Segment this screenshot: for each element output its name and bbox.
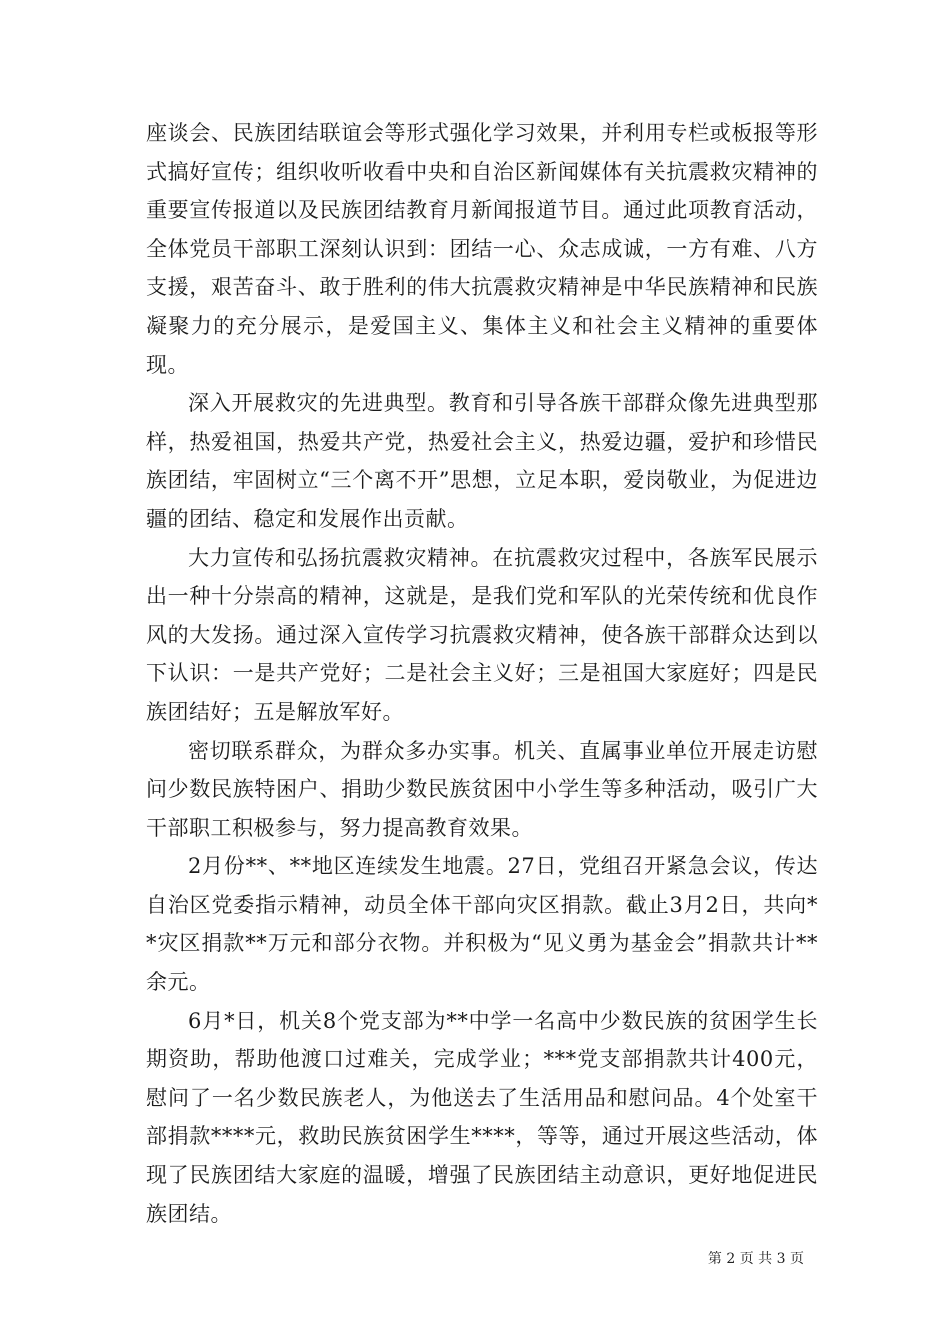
paragraph-6: 6月*日，机关8个党支部为**中学一名高中少数民族的贫困学生长期资助，帮助他渡口过难关，完成学业；***党支部捐款共计400元，慰问了一名少数民族老人，为他送去了生活用品和慰问品。4个处室干部捐款****元，救助民族贫困学生****，等等，通过开展这些活动，体现了民族团结大家庭的温暖，增强了民族团结主动意识，更好地促进民族团结。 bbox=[146, 1008, 818, 1226]
page-number-footer: 第 2 页 共 3 页 bbox=[707, 1251, 804, 1267]
paragraph-3: 大力宣传和弘扬抗震救灾精神。在抗震救灾过程中，各族军民展示出一种十分崇高的精神，这就是，是我们党和军队的光荣传统和优良作风的大发扬。通过深入宣传学习抗震救灾精神，使各族干部群众达到以下认识：一是共产党好；二是社会主义好；三是祖国大家庭好；四是民族团结好；五是解放军好。 bbox=[146, 545, 818, 724]
document-body bbox=[146, 114, 818, 1233]
paragraph-4: 密切联系群众，为群众多办实事。机关、直属事业单位开展走访慰问少数民族特困户、捐助少数民族贫困中小学生等多种活动，吸引广大干部职工积极参与，努力提高教育效果。 bbox=[146, 738, 818, 840]
paragraph-1: 座谈会、民族团结联谊会等形式强化学习效果，并利用专栏或板报等形式搞好宣传；组织收听收看中央和自治区新闻媒体有关抗震救灾精神的重要宣传报道以及民族团结教育月新闻报道节目。通过此项教育活动，全体党员干部职工深刻认识到：团结一心、众志成诚，一方有难、八方支援，艰苦奋斗、敢于胜利的伟大抗震救灾精神是中华民族精神和民族凝聚力的充分展示，是爱国主义、集体主义和社会主义精神的重要体现。 bbox=[146, 121, 818, 377]
paragraph-5: 2月份**、**地区连续发生地震。27日，党组召开紧急会议，传达自治区党委指示精神，动员全体干部向灾区捐款。截止3月2日，共向**灾区捐款**万元和部分衣物。并积极为“见义勇为基金会”捐款共计**余元。 bbox=[146, 854, 818, 995]
paragraph-2: 深入开展救灾的先进典型。教育和引导各族干部群众像先进典型那样，热爱祖国，热爱共产党，热爱社会主义，热爱边疆，爱护和珍惜民族团结，牢固树立“三个离不开”思想，立足本职，爱岗敬业，为促进边疆的团结、稳定和发展作出贡献。 bbox=[146, 391, 818, 531]
